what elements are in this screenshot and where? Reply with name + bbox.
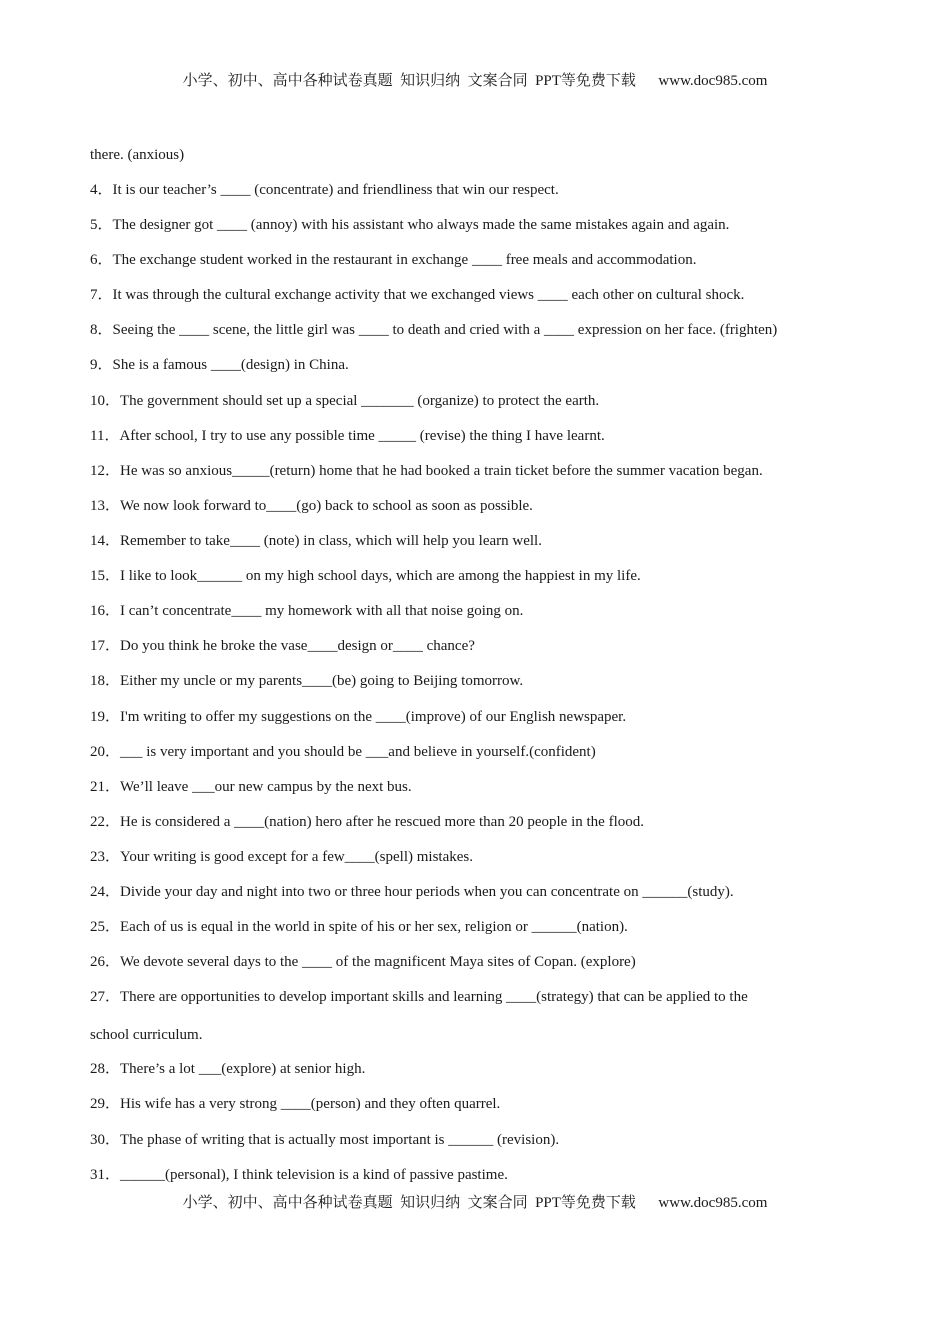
page-header: 小学、初中、高中各种试卷真题 知识归纳 文案合同 PPT等免费下载 www.doc985.com (182, 73, 768, 89)
exercise-line: 26．We devote several days to the ____ of the magnificent Maya sites of Copan. (explore) (90, 954, 636, 970)
exercise-line: 11．After school, I try to use any possible time _____ (revise) the thing I have learnt. (90, 428, 605, 444)
exercise-line: 8．Seeing the ____ scene, the little girl was ____ to death and cried with a ____ expression on her face. (frighten) (90, 322, 778, 338)
page-footer: 小学、初中、高中各种试卷真题 知识归纳 文案合同 PPT等免费下载 www.doc985.com (182, 1195, 768, 1211)
exercise-line: 24．Divide your day and night into two or three hour periods when you can concentrate on ______(study). (90, 884, 734, 900)
exercise-line: 19．I'm writing to offer my suggestions on the ____(improve) of our English newspaper. (90, 709, 627, 725)
exercise-line: 9．She is a famous ____(design) in China. (90, 357, 349, 373)
exercise-line: school curriculum. (90, 1027, 203, 1043)
exercise-line: 30．The phase of writing that is actually most important is ______ (revision). (90, 1132, 560, 1148)
exercise-line: 21．We’ll leave ___our new campus by the next bus. (90, 779, 412, 795)
exercise-line: 13．We now look forward to____(go) back to school as soon as possible. (90, 498, 533, 514)
exercise-line: 6．The exchange student worked in the restaurant in exchange ____ free meals and accommodation. (90, 252, 697, 268)
exercise-line: 5．The designer got ____ (annoy) with his assistant who always made the same mistakes again and again. (90, 217, 730, 233)
exercise-line: 27．There are opportunities to develop important skills and learning ____(strategy) that can be applied to the (90, 989, 748, 1005)
exercise-line: 31．______(personal), I think television is a kind of passive pastime. (90, 1167, 508, 1183)
exercise-line: 17．Do you think he broke the vase____design or____ chance? (90, 638, 475, 654)
exercise-line: 4．It is our teacher’s ____ (concentrate) and friendliness that win our respect. (90, 182, 559, 198)
exercise-line: 23．Your writing is good except for a few____(spell) mistakes. (90, 849, 473, 865)
exercise-line: 28．There’s a lot ___(explore) at senior high. (90, 1061, 366, 1077)
exercise-line: there. (anxious) (90, 147, 185, 163)
exercise-line: 7．It was through the cultural exchange activity that we exchanged views ____ each other on cultural shock. (90, 287, 745, 303)
exercise-line: 14．Remember to take____ (note) in class, which will help you learn well. (90, 533, 542, 549)
exercise-line: 10．The government should set up a special _______ (organize) to protect the earth. (90, 393, 600, 409)
exercise-line: 25．Each of us is equal in the world in spite of his or her sex, religion or ______(nation). (90, 919, 628, 935)
exercise-line: 12．He was so anxious_____(return) home that he had booked a train ticket before the summer vacation began. (90, 463, 763, 479)
exercise-line: 29．His wife has a very strong ____(person) and they often quarrel. (90, 1096, 501, 1112)
exercise-line: 15．I like to look______ on my high school days, which are among the happiest in my life. (90, 568, 641, 584)
exercise-line: 16．I can’t concentrate____ my homework with all that noise going on. (90, 603, 524, 619)
exercise-line: 22．He is considered a ____(nation) hero after he rescued more than 20 people in the flood. (90, 814, 644, 830)
exercise-line: 18．Either my uncle or my parents____(be) going to Beijing tomorrow. (90, 673, 524, 689)
exercise-line: 20．___ is very important and you should be ___and believe in yourself.(confident) (90, 744, 596, 760)
